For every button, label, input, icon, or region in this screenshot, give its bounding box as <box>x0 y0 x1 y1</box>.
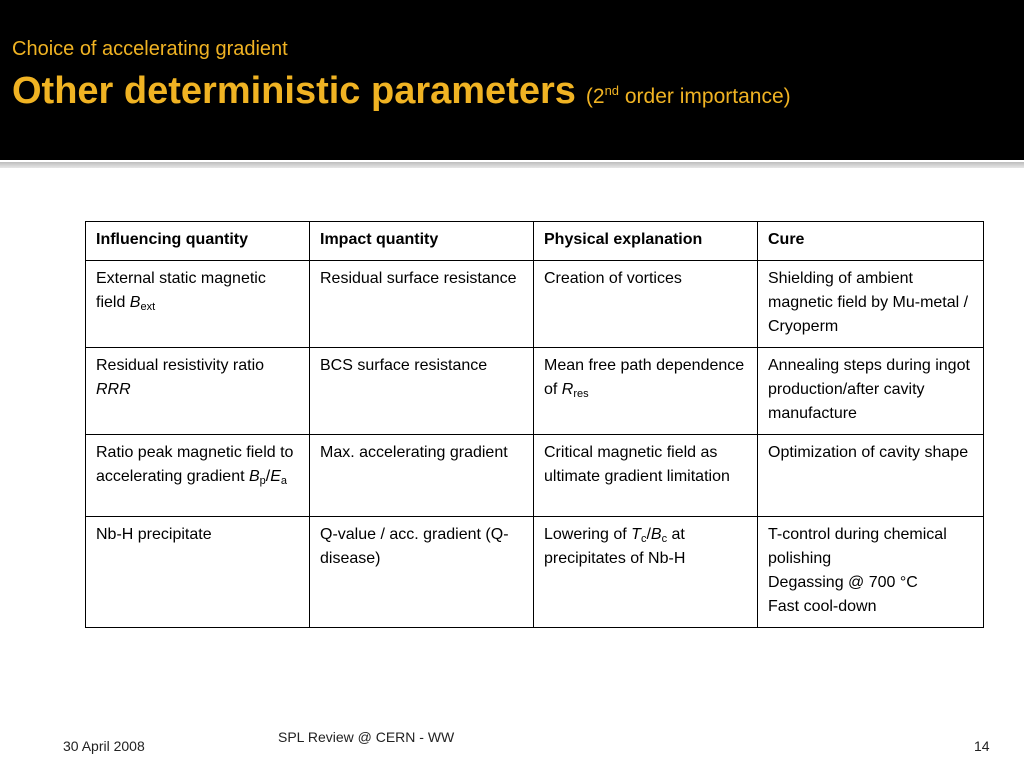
parameters-table <box>85 221 984 628</box>
cure-line: Degassing @ 700 °C <box>768 574 918 591</box>
cell-impact: Q-value / acc. gradient (Q-disease) <box>310 517 534 628</box>
footer-date: 30 April 2008 <box>63 738 145 754</box>
title-note-sup: nd <box>604 83 620 98</box>
footer-event: SPL Review @ CERN - WW <box>278 729 455 745</box>
cell-text: Ratio peak magnetic field to accelerating gradient <box>96 444 294 485</box>
title-note <box>586 85 791 108</box>
subscript: c <box>661 533 668 545</box>
cure-line: T-control during chemical polishing <box>768 526 947 567</box>
subscript: res <box>573 388 589 400</box>
cell-cure: Annealing steps during ingot production/after cavity manufacture <box>758 348 984 435</box>
cell-explanation: Creation of vortices <box>534 261 758 348</box>
table-row <box>86 517 984 628</box>
subscript: p <box>259 475 266 487</box>
cell-explanation: Critical magnetic field as ultimate gradient limitation <box>534 435 758 517</box>
cell-influencing <box>86 261 310 348</box>
slash: / <box>265 468 271 485</box>
subscript: c <box>640 533 647 545</box>
symbol: B <box>129 294 141 311</box>
footer-page-number: 14 <box>974 738 990 754</box>
cell-cure: Optimization of cavity shape <box>758 435 984 517</box>
slide-title <box>12 70 791 113</box>
header-cure: Cure <box>758 222 984 261</box>
cell-impact: Residual surface resistance <box>310 261 534 348</box>
symbol: B <box>248 468 260 485</box>
header-divider <box>0 162 1024 168</box>
symbol: R <box>561 381 574 398</box>
header-impact: Impact quantity <box>310 222 534 261</box>
cure-line: Fast cool-down <box>768 598 877 615</box>
subscript: a <box>280 475 288 487</box>
symbol: B <box>650 526 662 543</box>
title-note-rest: order importance) <box>619 85 791 108</box>
table-row <box>86 261 984 348</box>
table-row <box>86 435 984 517</box>
cell-text: External static magnetic field <box>96 270 266 311</box>
cell-cure: Shielding of ambient magnetic field by Mu-metal / Cryoperm <box>758 261 984 348</box>
cell-cure <box>758 517 984 628</box>
symbol: RRR <box>96 381 131 398</box>
header-explanation: Physical explanation <box>534 222 758 261</box>
cell-influencing <box>86 435 310 517</box>
slide-title-text: Other deterministic parameters <box>12 70 576 112</box>
symbol: E <box>270 468 281 485</box>
cell-explanation <box>534 517 758 628</box>
cell-influencing <box>86 348 310 435</box>
cell-text: Lowering of <box>544 526 632 543</box>
header-influencing: Influencing quantity <box>86 222 310 261</box>
symbol: T <box>631 526 641 543</box>
slash: / <box>646 526 651 543</box>
subscript: ext <box>140 301 156 313</box>
cell-influencing: Nb-H precipitate <box>86 517 310 628</box>
cell-impact: BCS surface resistance <box>310 348 534 435</box>
cell-impact: Max. accelerating gradient <box>310 435 534 517</box>
cell-text: at precipitates of Nb-H <box>544 526 686 567</box>
cell-text: Mean free path dependence of <box>544 357 745 398</box>
cell-text: Residual resistivity ratio <box>96 357 265 374</box>
table-row <box>86 348 984 435</box>
table-header-row <box>86 222 984 261</box>
cell-explanation <box>534 348 758 435</box>
slide-subtitle: Choice of accelerating gradient <box>12 38 288 60</box>
title-note-open: (2 <box>585 85 605 108</box>
